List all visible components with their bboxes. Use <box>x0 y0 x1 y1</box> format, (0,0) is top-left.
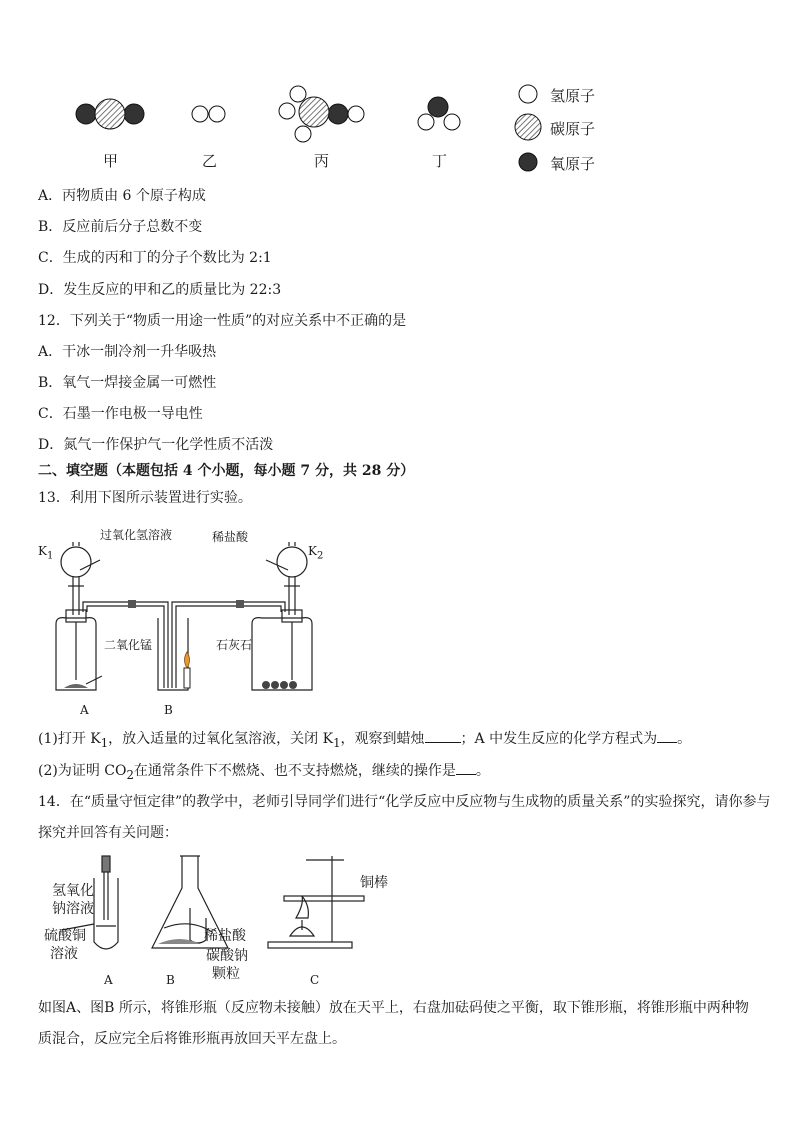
q11-option-c: C．生成的丙和丁的分子个数比为 2:1 <box>38 250 272 266</box>
q14-paragraph-line2: 质混合，反应完全后将锥形瓶再放回天平左盘上。 <box>38 1031 346 1047</box>
molecule-label-yi: 乙 <box>202 152 218 170</box>
cuso4-label-2: 溶液 <box>50 946 78 962</box>
molecule-bing <box>279 86 364 142</box>
legend-hydrogen-icon <box>519 85 537 103</box>
molecule-ding <box>418 97 460 130</box>
naoh-label-1: 氢氧化 <box>52 883 94 899</box>
legend-carbon-label: 碳原子 <box>550 120 596 138</box>
q12-option-b: B．氧气一焊接金属一可燃性 <box>38 375 217 391</box>
q12-option-a: A．干冰一制冷剂一升华吸热 <box>38 344 217 360</box>
flask-hcl-label: 稀盐酸 <box>204 928 246 944</box>
q11-option-b: B．反应前后分子总数不变 <box>38 219 203 235</box>
na2co3-label-2: 颗粒 <box>212 966 240 982</box>
apparatus-b-label: B <box>166 973 175 987</box>
limestone-label: 石灰石 <box>216 638 253 652</box>
q14-stem-line1: 14．在“质量守恒定律”的教学中，老师引导同学们进行“化学反应中反应物与生成物的质量关系”的实验探究，请你参与 <box>38 794 771 810</box>
q13-apparatus-diagram <box>40 540 330 700</box>
q12-stem: 12．下列关于“物质一用途一性质”的对应关系中不正确的是 <box>38 313 407 329</box>
q12-option-d: D．氮气一作保护气一化学性质不活泼 <box>38 437 274 453</box>
q13-part1: (1)打开 $K_1$，放入适量的过氧化氢溶液，关闭 $K_1$，观察到蜡烛 ；A 中发生反应的化学方程式为 。 <box>38 731 692 750</box>
k2-label: $K_2$ <box>308 544 324 562</box>
q12-option-c: C．石墨一作电极一导电性 <box>38 406 203 422</box>
q13-part2: (2)为证明 $CO_2$在通常条件下不燃烧、也不支持燃烧，继续的操作是 。 <box>38 763 490 782</box>
beaker-b-label: B <box>164 703 173 717</box>
q13-blank-candle[interactable] <box>425 742 461 743</box>
h2o2-label: 过氧化氢溶液 <box>100 528 173 542</box>
q14-paragraph-line1: 如图A、图B 所示，将锥形瓶（反应物未接触）放在天平上，右盘加砝码使之平衡，取下锥形瓶，将锥形瓶中两种物 <box>38 1000 749 1016</box>
legend-carbon-icon <box>515 114 541 140</box>
mno2-label: 二氧化锰 <box>104 638 153 652</box>
legend-hydrogen-label: 氢原子 <box>550 87 596 105</box>
bottle-a-label: A <box>80 703 89 717</box>
cuso4-label-1: 硫酸铜 <box>44 928 86 944</box>
molecule-label-ding: 丁 <box>432 152 448 170</box>
q14-stem-line2: 探究并回答有关问题： <box>38 825 178 841</box>
legend-oxygen-label: 氧原子 <box>550 155 596 173</box>
section-title: 二、填空题（本题包括 4 个小题，每小题 7 分，共 28 分） <box>38 463 415 479</box>
q11-option-a: A．丙物质由 6 个原子构成 <box>38 188 206 204</box>
legend-oxygen-icon <box>519 153 537 171</box>
na2co3-label-1: 碳酸钠 <box>206 948 248 964</box>
molecule-diagram <box>60 82 620 182</box>
q13-blank-equation[interactable] <box>657 742 677 743</box>
copper-rod-label: 铜棒 <box>360 875 388 891</box>
hcl-label: 稀盐酸 <box>212 530 249 544</box>
apparatus-c-label: C <box>310 973 320 987</box>
molecule-label-bing: 丙 <box>314 152 330 170</box>
molecule-jia <box>76 99 144 129</box>
molecule-label-jia: 甲 <box>103 152 119 170</box>
apparatus-a-label: A <box>104 973 113 987</box>
molecule-yi <box>192 106 225 122</box>
naoh-label-2: 钠溶液 <box>52 901 94 917</box>
k1-label: $K_1$ <box>38 544 54 562</box>
q13-stem: 13．利用下图所示装置进行实验。 <box>38 490 252 506</box>
q11-option-d: D．发生反应的甲和乙的质量比为 22:3 <box>38 282 282 298</box>
q13-blank-operation[interactable] <box>456 774 476 775</box>
